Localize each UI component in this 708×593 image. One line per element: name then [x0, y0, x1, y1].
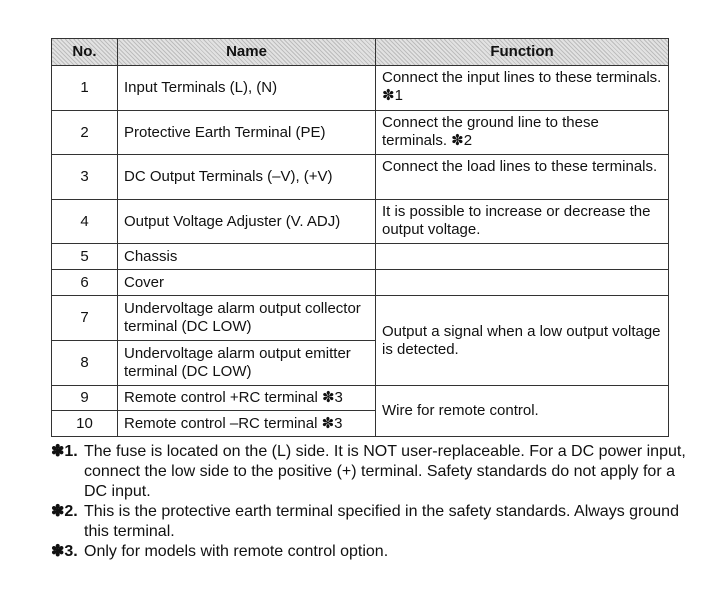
table-header-row: [52, 39, 669, 66]
footnote-text: This is the protective earth terminal specified in the safety standards. Always ground this terminal.: [84, 503, 679, 540]
footnote: [51, 442, 691, 502]
row-function: It is possible to increase or decrease the output voltage.: [376, 200, 669, 244]
table-row: [52, 386, 669, 411]
table-row: [52, 66, 669, 111]
table-row: [52, 155, 669, 200]
row-name: Chassis: [118, 244, 376, 270]
row-function: Wire for remote control.: [376, 386, 669, 437]
header-no: No.: [52, 39, 118, 66]
row-function: [376, 244, 669, 270]
footnote: [51, 502, 691, 542]
row-name: Undervoltage alarm output emitter terminal (DC LOW): [118, 341, 376, 386]
footnote-mark: ✽2.: [51, 503, 78, 520]
row-number: 10: [52, 411, 118, 437]
row-number: 5: [52, 244, 118, 270]
row-name: Output Voltage Adjuster (V. ADJ): [118, 200, 376, 244]
row-number: 6: [52, 270, 118, 296]
row-name: Undervoltage alarm output collector terminal (DC LOW): [118, 296, 376, 341]
row-function: [376, 270, 669, 296]
table-row: [52, 111, 669, 155]
row-name: Remote control +RC terminal ✽3: [118, 386, 376, 411]
row-number: 9: [52, 386, 118, 411]
header-name: Name: [118, 39, 376, 66]
terminal-function-table: [51, 38, 669, 437]
footnote-mark: ✽1.: [51, 443, 78, 460]
row-name: Protective Earth Terminal (PE): [118, 111, 376, 155]
footnote-text: Only for models with remote control option.: [84, 543, 389, 560]
row-name: Cover: [118, 270, 376, 296]
row-number: 7: [52, 296, 118, 341]
table-row: [52, 244, 669, 270]
row-name: Input Terminals (L), (N): [118, 66, 376, 111]
row-function: Connect the ground line to these terminals. ✽2: [376, 111, 669, 155]
row-function: Connect the input lines to these terminals. ✽1: [376, 66, 669, 111]
table-row: [52, 296, 669, 341]
table-row: [52, 270, 669, 296]
row-number: 8: [52, 341, 118, 386]
row-name: Remote control –RC terminal ✽3: [118, 411, 376, 437]
header-function: Function: [376, 39, 669, 66]
row-number: 1: [52, 66, 118, 111]
row-number: 2: [52, 111, 118, 155]
row-name: DC Output Terminals (–V), (+V): [118, 155, 376, 200]
footnote-mark: ✽3.: [51, 543, 78, 560]
row-function: Output a signal when a low output voltage is detected.: [376, 296, 669, 386]
footnotes: [51, 442, 691, 562]
row-number: 3: [52, 155, 118, 200]
row-function: Connect the load lines to these terminals.: [376, 155, 669, 200]
row-number: 4: [52, 200, 118, 244]
footnote: [51, 542, 691, 562]
table-row: [52, 200, 669, 244]
footnote-text: The fuse is located on the (L) side. It is NOT user-replaceable. For a DC power input, connect the low side to the positive (+) terminal. Safety standards do not apply for a DC input.: [84, 443, 686, 500]
